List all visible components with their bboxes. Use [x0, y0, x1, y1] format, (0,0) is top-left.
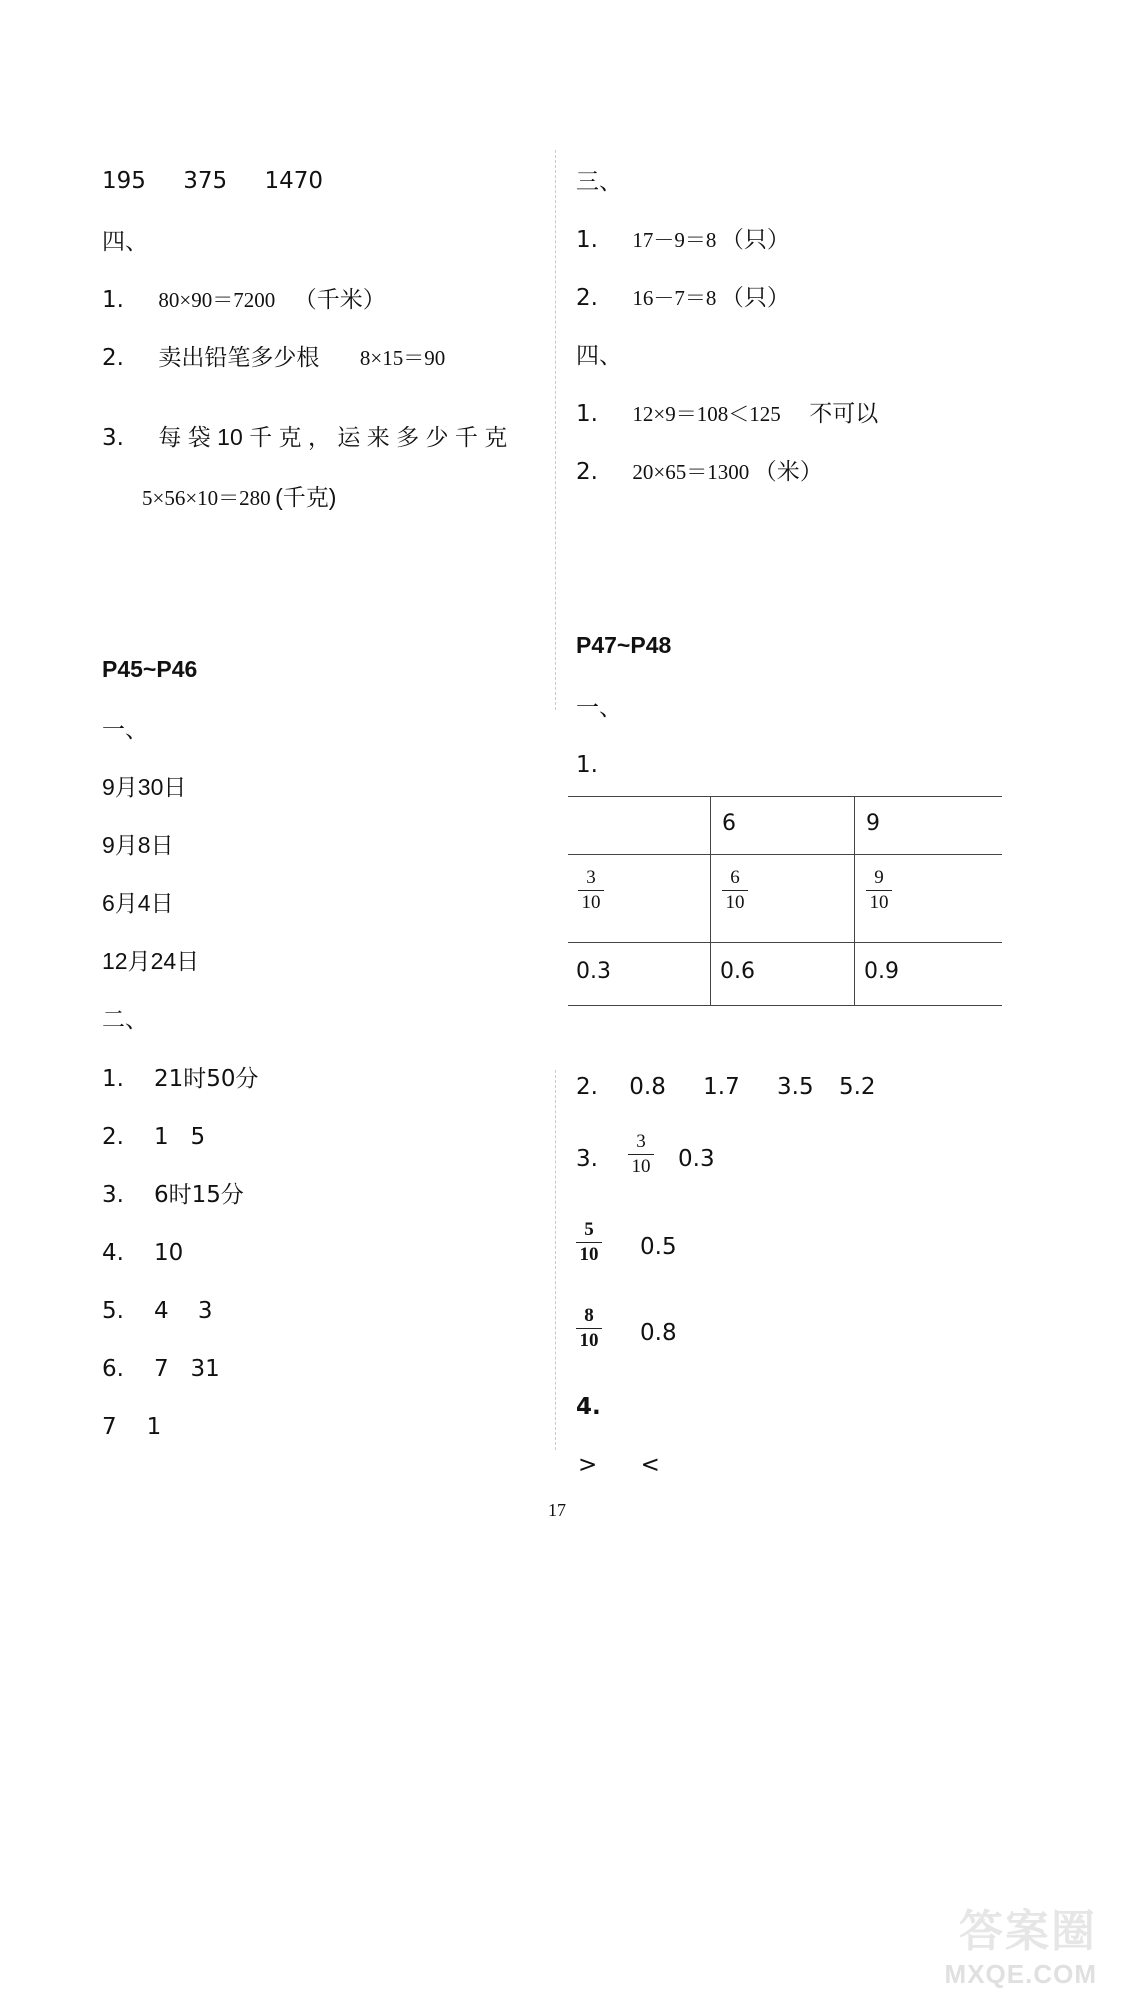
fraction-denominator: 10 [581, 892, 601, 913]
question-item [102, 342, 445, 373]
question-label: 每 袋 10 千 克 ， 运 来 多 少 千 克 [158, 424, 508, 450]
decimal-value: 0.5 [640, 1234, 677, 1260]
decimal-value: 0.8 [629, 1074, 666, 1100]
date-answer: 12月24日 [102, 948, 200, 974]
answer-text: 1 [146, 1414, 162, 1440]
answer-line [142, 482, 336, 512]
comparison-symbols [578, 1450, 660, 1480]
decimal-value: 0.8 [640, 1320, 677, 1346]
table-row-line [568, 942, 1002, 943]
table-row-line [568, 854, 1002, 855]
section-heading: 三、 [576, 168, 622, 194]
answer-item [102, 1296, 212, 1326]
comparison-symbol: < [640, 1452, 660, 1478]
question-item [576, 398, 878, 429]
answer-text: 4 3 [153, 1298, 213, 1324]
fraction-denominator: 10 [579, 1330, 599, 1351]
item-number: 2. [576, 285, 598, 311]
item-number: 2. [576, 459, 598, 485]
conclusion-text: 不可以 [809, 400, 879, 426]
fraction-numerator: 9 [874, 867, 884, 888]
item-number: 3. [102, 425, 124, 451]
fraction-cell [722, 868, 748, 913]
comparison-symbol: > [578, 1452, 598, 1478]
table-header-cell: 6 [722, 811, 736, 836]
top-answers [102, 166, 323, 196]
answer-item [102, 1238, 183, 1268]
fraction-answer [576, 1220, 602, 1265]
answer-item [102, 1412, 161, 1442]
item-number: 1. [576, 752, 598, 778]
unit-label: （千米） [293, 286, 386, 312]
math-expression: 20×65＝1300 [632, 460, 750, 484]
table-header-cell: 9 [866, 811, 880, 836]
watermark-url: MXQE.COM [944, 1959, 1097, 1989]
unit-label: （只） [720, 284, 790, 310]
item-number: 5. [102, 1298, 124, 1324]
fraction-numerator: 3 [586, 867, 596, 888]
item-number: 2. [576, 1074, 598, 1100]
question-label: 卖出铅笔多少根 [158, 344, 320, 370]
item-number: 1. [102, 287, 124, 313]
watermark [945, 1895, 1097, 1990]
fraction-denominator: 10 [725, 892, 745, 913]
math-expression: 12×9＝108＜125 [632, 402, 781, 426]
table-border-top [568, 796, 1002, 797]
answer-item [102, 1122, 205, 1152]
fraction-answer [576, 1306, 602, 1351]
fraction-answer [628, 1132, 654, 1177]
fraction-decimal-table [568, 796, 1002, 1006]
item-number: 3. [102, 1182, 124, 1208]
table-column-line [854, 796, 855, 1006]
table-border-bottom [568, 1005, 1002, 1006]
answer-value: 195 [102, 168, 146, 194]
question-item [576, 282, 790, 313]
column-divider [555, 150, 556, 710]
answer-item [102, 1180, 244, 1210]
decimal-cell: 0.3 [576, 959, 611, 984]
answer-text: 1 5 [153, 1124, 206, 1150]
math-expression: 17－9＝8 [632, 228, 717, 252]
math-expression: 8×15＝90 [359, 346, 446, 370]
fraction-numerator: 8 [584, 1305, 594, 1326]
question-item [576, 224, 790, 255]
fraction-cell [866, 868, 892, 913]
item-number: 7 [102, 1414, 117, 1440]
decimal-cell: 0.6 [720, 959, 755, 984]
section-heading: 四、 [102, 228, 148, 254]
watermark-title: 答案圈 [959, 1907, 1097, 1956]
fraction-denominator: 10 [869, 892, 889, 913]
decimal-value: 5.2 [838, 1074, 876, 1100]
fraction-numerator: 3 [636, 1131, 646, 1152]
answer-item [102, 1064, 259, 1094]
answer-value: 1470 [264, 168, 323, 194]
decimal-value: 0.3 [678, 1146, 715, 1172]
answer-text: 7 31 [153, 1356, 220, 1382]
date-answer: 9月8日 [102, 832, 174, 858]
question-item [576, 456, 823, 487]
item-number: 1. [576, 401, 598, 427]
unit-label: （米） [753, 458, 823, 484]
answer-item [576, 1072, 876, 1102]
question-item [102, 422, 507, 453]
date-answer: 9月30日 [102, 774, 187, 800]
column-divider-lower [555, 1070, 556, 1450]
fraction-cell [578, 868, 604, 913]
unit-label: (千克) [275, 484, 337, 510]
page-range-heading: P45~P46 [102, 656, 198, 682]
answer-item [102, 1354, 220, 1384]
fraction-denominator: 10 [579, 1244, 599, 1265]
section-heading: 二、 [102, 1006, 148, 1032]
question-item [102, 284, 386, 315]
decimal-value: 1.7 [703, 1074, 740, 1100]
item-number: 6. [102, 1356, 124, 1382]
item-number: 1. [576, 227, 598, 253]
table-column-line [710, 796, 711, 1006]
answer-text: 21时50分 [153, 1066, 259, 1092]
unit-label: （只） [720, 226, 790, 252]
math-expression: 5×56×10＝280 [142, 486, 271, 510]
math-expression: 80×90＝7200 [158, 288, 276, 312]
item-number: 4. [102, 1240, 124, 1266]
item-number: 4. [576, 1394, 601, 1420]
answer-value: 375 [183, 168, 228, 194]
fraction-numerator: 5 [584, 1219, 594, 1240]
decimal-cell: 0.9 [864, 959, 899, 984]
item-number: 3. [576, 1146, 598, 1172]
item-number: 1. [102, 1066, 124, 1092]
section-heading: 一、 [102, 716, 148, 742]
date-answer: 6月4日 [102, 890, 174, 916]
math-expression: 16－7＝8 [632, 286, 717, 310]
fraction-numerator: 6 [730, 867, 740, 888]
page-number: 17 [548, 1500, 566, 1520]
item-number: 2. [102, 1124, 124, 1150]
fraction-denominator: 10 [631, 1156, 651, 1177]
section-heading: 四、 [576, 342, 622, 368]
decimal-value: 3.5 [777, 1074, 814, 1100]
item-number: 2. [102, 345, 124, 371]
answer-text: 10 [153, 1240, 184, 1266]
answer-text: 6时15分 [153, 1182, 244, 1208]
page-range-heading: P47~P48 [576, 632, 672, 658]
section-heading: 一、 [576, 694, 622, 720]
